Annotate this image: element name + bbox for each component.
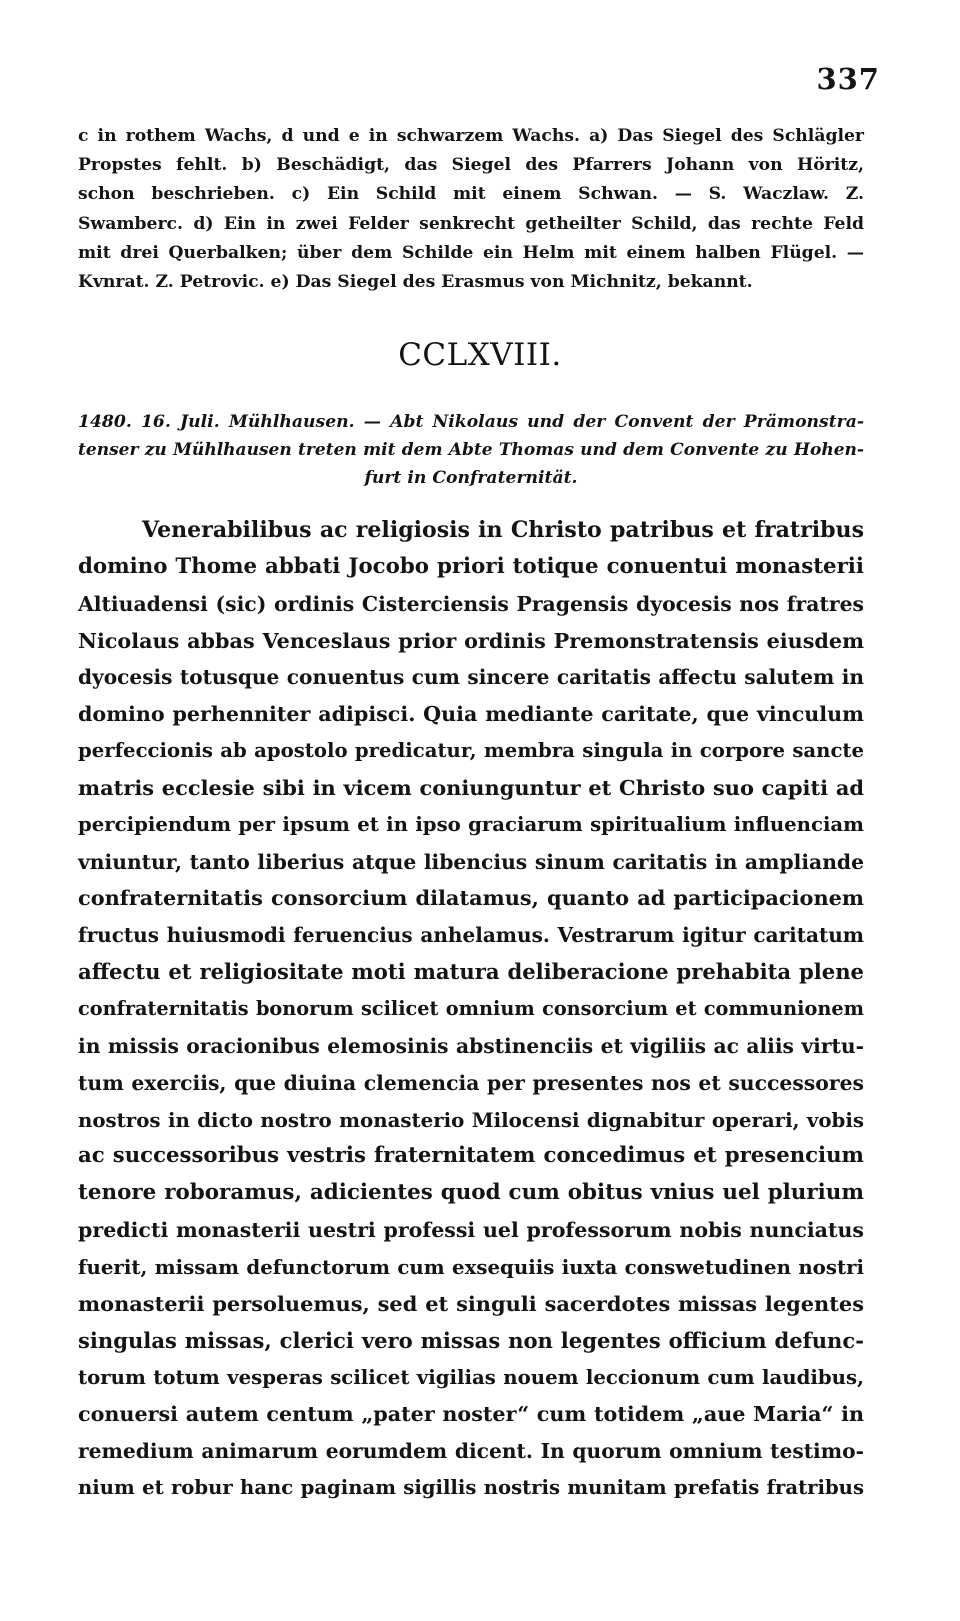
body-line: fuerit, missam defunctorum cum exsequiis iuxta conswetudinen nostri — [78, 1254, 864, 1279]
document-number: CCLXVIII. — [398, 337, 562, 373]
body-line: remedium animarum eorumdem dicent. In quorum omnium testimo- — [78, 1439, 864, 1464]
body-line: conuersi autem centum „pater noster“ cum totidem „aue Maria“ in — [78, 1402, 864, 1427]
body-line: Nicolaus abbas Venceslaus prior ordinis Premonstratensis eiusdem — [78, 628, 864, 653]
body-line: percipiendum per ipsum et in ipso graciarum spiritualium influenciam — [78, 812, 864, 836]
body-line: in missis oracionibus elemosinis abstinenciis et vigiliis ac aliis virtu- — [78, 1033, 864, 1058]
footnote-line: Kvnrat. Z. Petrovic. e) Das Siegel des Erasmus von Michnitz, bekannt. — [78, 272, 753, 293]
body-line: tum exerciis, que diuina clemencia per presentes nos et successores — [78, 1070, 864, 1095]
body-line: domino Thome abbati Jocobo priori totique conuentui monasterii — [78, 553, 864, 579]
footnote-line: Swamberc. d) Ein in zwei Felder senkrecht getheilter Schild, das rechte Feld — [78, 213, 864, 234]
heading-line: furt in Confraternität. — [364, 468, 578, 488]
body-line: predicti monasterii uestri professi uel professorum nobis nunciatus — [78, 1218, 864, 1243]
body-line: vniuntur, tanto liberius atque libencius sinum caritatis in ampliande — [78, 849, 864, 874]
footnote-line: c in rothem Wachs, d und e in schwarzem Wachs. a) Das Siegel des Schlägler — [78, 126, 864, 146]
body-line: nium et robur hanc paginam sigillis nostris munitam prefatis fratribus — [78, 1475, 864, 1499]
heading-line: 1480. 16. Juli. Mühlhausen. — Abt Nikolaus und der Convent der Prämonstra- — [78, 412, 864, 432]
body-line: matris ecclesie sibi in vicem coniunguntur et Christo suo capiti ad — [78, 774, 864, 800]
document-body-text — [78, 512, 864, 1507]
body-line: affectu et religiositate moti matura deliberacione prehabita plene — [78, 959, 864, 985]
body-line: Venerabilibus ac religiosis in Christo patribus et fratribus — [142, 517, 864, 543]
footnotes-previous-document — [78, 122, 864, 297]
footnote-line: mit drei Querbalken; über dem Schilde ein Helm mit einem halben Flügel. — — [78, 242, 864, 263]
page-number: 337 — [816, 62, 880, 96]
body-line: ac successoribus vestris fraternitatem concedimus et presencium — [78, 1143, 864, 1169]
body-line: dyocesis totusque conuentus cum sincere caritatis affectu salutem in — [78, 665, 864, 690]
body-line: singulas missas, clerici vero missas non legentes officium defunc- — [78, 1327, 864, 1353]
body-line: perfeccionis ab apostolo predicatur, membra singula in corpore sancte — [78, 739, 864, 763]
heading-line: tenser zu Mühlhausen treten mit dem Abte Thomas und dem Convente zu Hohen- — [78, 440, 864, 460]
document-heading — [78, 408, 864, 492]
body-line: tenore roboramus, adicientes quod cum obitus vnius uel plurium — [78, 1180, 864, 1206]
footnote-line: Propstes fehlt. b) Beschädigt, das Siegel des Pfarrers Johann von Höritz, — [78, 155, 864, 176]
body-line: monasterii persoluemus, sed et singuli sacerdotes missas legentes — [78, 1290, 864, 1316]
footnote-line: schon beschrieben. c) Ein Schild mit einem Schwan. — S. Waczlaw. Z. — [78, 184, 864, 205]
body-line: confraternitatis bonorum scilicet omnium consorcium et communionem — [78, 996, 864, 1020]
body-line: Altiuadensi (sic) ordinis Cisterciensis Pragensis dyocesis nos fratres — [78, 591, 864, 616]
body-line: nostros in dicto nostro monasterio Milocensi dignabitur operari, vobis — [78, 1107, 864, 1132]
body-line: fructus huiusmodi feruencius anhelamus. Vestrarum igitur caritatum — [78, 923, 864, 948]
body-line: torum totum vesperas scilicet vigilias nouem leccionum cum laudibus, — [78, 1365, 864, 1390]
body-line: confraternitatis consorcium dilatamus, quanto ad participacionem — [78, 885, 864, 911]
body-line: domino perhenniter adipisci. Quia mediante caritate, que vinculum — [78, 702, 864, 727]
